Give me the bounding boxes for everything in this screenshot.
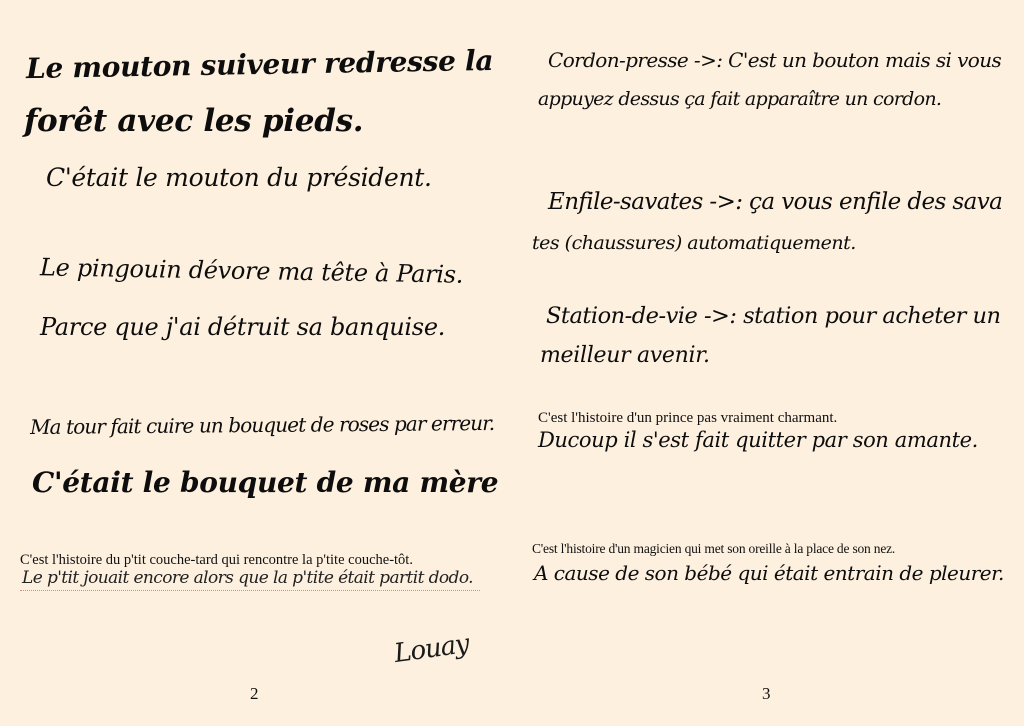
printed-prompt: C'est l'histoire d'un magicien qui met son oreille à la place de son nez. <box>532 541 896 556</box>
handwritten-line: tes (chaussures) automatiquement. <box>532 232 856 254</box>
handwritten-line: Le pingouin dévore ma tête à Paris. <box>39 253 464 289</box>
handwritten-line: C'était le bouquet de ma mère <box>32 466 499 499</box>
handwritten-line: forêt avec les pieds. <box>24 103 364 139</box>
handwritten-line: C'était le mouton du président. <box>46 163 432 192</box>
printed-prompt: C'est l'histoire d'un prince pas vraiment charmant. <box>538 410 838 426</box>
handwritten-line: Station-de-vie ->: station pour acheter un <box>546 303 1001 329</box>
page-number: 2 <box>250 684 259 703</box>
handwritten-answer: Le p'tit jouait encore alors que la p'tite était partit dodo. <box>22 568 473 588</box>
handwritten-line: Le mouton suiveur redresse la <box>25 43 494 86</box>
signature: Louay <box>392 628 471 670</box>
page-number: 3 <box>762 684 771 703</box>
right-page <box>512 0 1024 726</box>
handwritten-line: Enfile-savates ->: ça vous enfile des sava <box>548 189 1003 215</box>
ruled-line <box>20 590 480 591</box>
handwritten-answer: Ducoup il s'est fait quitter par son amante. <box>538 428 978 452</box>
handwritten-line: meilleur avenir. <box>540 343 710 368</box>
handwritten-line: Parce que j'ai détruit sa banquise. <box>40 313 446 341</box>
handwritten-line: appuyez dessus ça fait apparaître un cordon. <box>538 88 942 110</box>
handwritten-answer: A cause de son bébé qui était entrain de pleurer. <box>534 561 1004 585</box>
handwritten-line: Ma tour fait cuire un bouquet de roses par erreur. <box>29 410 495 440</box>
printed-prompt: C'est l'histoire du p'tit couche-tard qui rencontre la p'tite couche-tôt. <box>20 552 413 568</box>
handwritten-line: Cordon-presse ->: C'est un bouton mais si vous <box>548 48 1002 72</box>
